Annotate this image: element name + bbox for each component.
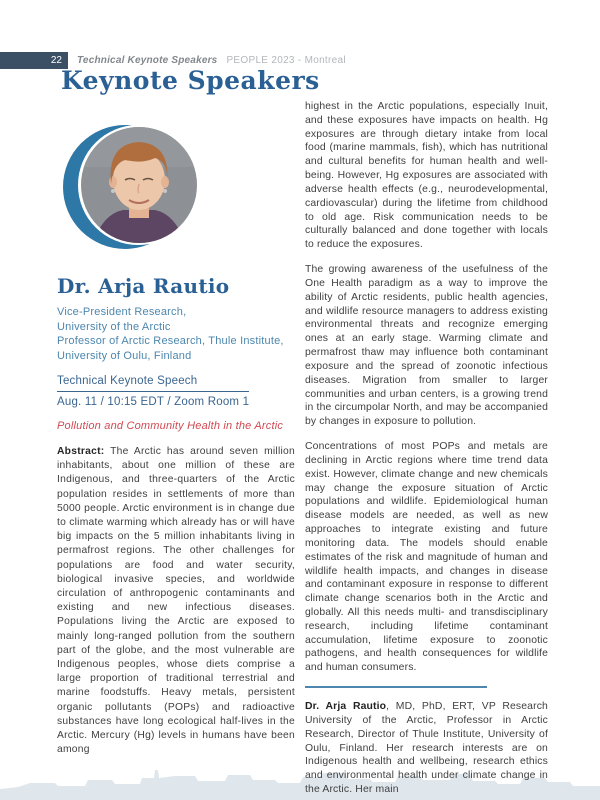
speaker-name: Dr. Arja Rautio — [57, 274, 230, 298]
abstract-paragraph: The growing awareness of the usefulness of the One Health paradigm as a way to improve the ability of Arctic residents, public health agencies, and wildlife resource managers to address existing environmental threats and recognize emerging ones at an early stage. Warming climate and permafrost thaw may influence both contaminant exposure and the spread of zoonotic infectious diseases. Migration from smaller to larger communities and urban centers, is a growing trend in the circumpolar North, and may be accompanied by changes in exposure to pollution. — [305, 264, 548, 428]
running-head-section: Technical Keynote Speakers — [77, 55, 218, 66]
running-head-event: PEOPLE 2023 - Montreal — [226, 55, 346, 66]
page-number: 22 — [50, 55, 62, 66]
talk-title: Pollution and Community Health in the Arctic — [57, 419, 284, 432]
affiliation-line: Vice-President Research, — [57, 306, 187, 318]
session-schedule: Aug. 11 / 10:15 EDT / Zoom Room 1 — [57, 395, 250, 408]
left-column — [57, 122, 295, 757]
right-column — [305, 100, 548, 800]
abstract-paragraph: highest in the Arctic populations, especially Inuit, and these exposures have impacts on health. Hg exposures are through dietary intake from local food (marine mammals, fish), which has nutritional and cultural benefits for human health and well-being. However, Hg exposures are associated with adverse health effects (e.g., neurodevelopmental, cardiovascular) during the lifetime from childhood to old age. Risk communication needs to be culturally balanced and done together with locals to reduce the exposures. — [305, 101, 548, 251]
speaker-affiliation — [57, 305, 295, 364]
affiliation-line: University of the Arctic — [57, 320, 171, 333]
session-info — [57, 375, 295, 408]
abstract-text-col1: The Arctic has around seven million inhabitants, about one million of these are Indigenous, and three-quarters of the Arctic population resides in settlements of more than 5000 people. Arctic environment is in change due to climate warming which already has or will have big impacts on the 5 million inhabitants living in permafrost regions. The other challenges for populations are food and water security, biological invasive species, and worldwide circulation of anthropogenic contaminants and existing and new infectious diseases. Populations living the Arctic are exposed to mainly long-ranged pollution from the southern part of the globe, and the most vulnerable are Indigenous peoples, whose diets comprise a large proportion of traditional terrestrial and marine foodstuffs. Heavy metals, persistent organic pollutants (POPs) and radioactive substances have long ecological half-lives in the Arctic. Mercury (Hg) levels in humans have been among — [57, 445, 295, 756]
page-number-bar — [0, 52, 68, 69]
portrait — [81, 127, 197, 243]
bio-name: Dr. Arja Rautio — [305, 701, 387, 713]
abstract-column-1 — [57, 445, 295, 757]
speaker-bio — [305, 700, 548, 797]
affiliation-line: Professor of Arctic Research, Thule Institute, — [57, 335, 284, 348]
abstract-label: Abstract: — [57, 445, 105, 457]
speaker-photo — [63, 122, 199, 252]
abstract-paragraph: Concentrations of most POPs and metals are declining in Arctic regions where time trend data exist. However, climate change and new chemicals may change the exposure situation of Arctic populations and wildlife. Epidemiological human disease models are needed, as well as new approaches to integrate existing and future monitoring data. The models should enable estimates of the risk and magnitude of human and wildlife health impacts, and changes in disease and contaminant exposure in response to different climate change scenarios both in the Arctic and globally. All this needs multi- and transdisciplinary research, including lifetime contaminant accumulation, lifetime exposure to zoonotic pathogens, and health consequences for wildlife and human consumers. — [305, 441, 548, 674]
bio-divider — [305, 686, 487, 688]
bio-text: , MD, PhD, ERT, VP Research University of the Arctic, Professor in Arctic Research, Director of Thule Institute, University of Oulu, Finland. Her research interests are on Indigenous health and wellbeing, research ethics and environmental health under climate change in the Arctic. Her main — [305, 701, 548, 796]
affiliation-line: University of Oulu, Finland — [57, 350, 192, 363]
session-type: Technical Keynote Speech — [57, 375, 249, 392]
page-title: Keynote Speakers — [61, 66, 320, 95]
speaker-photo-graphic — [63, 122, 199, 252]
